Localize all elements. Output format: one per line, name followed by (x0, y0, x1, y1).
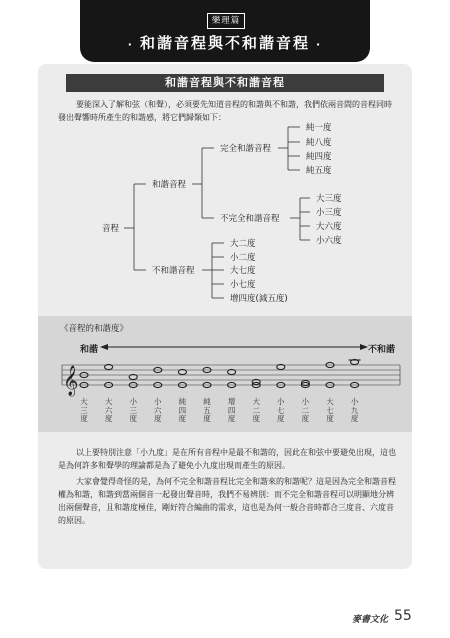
tree-perfect-item: 純四度 (306, 152, 332, 162)
publisher-brand: 麥書文化 (352, 615, 389, 625)
tree-imperfect-item: 大六度 (316, 222, 342, 232)
interval-label: 純 五 度 (203, 397, 211, 423)
tree-consonant-label: 和諧音程 (152, 180, 187, 190)
dissonant-end-label: 不和諧 (368, 345, 396, 355)
tree-perfect-item: 純八度 (306, 138, 332, 148)
tree-dissonant-label: 不和諧音程 (152, 266, 195, 276)
treble-clef-icon: 𝄞 (63, 366, 79, 396)
tree-dissonant-item: 小七度 (230, 280, 256, 290)
figure-caption: 《音程的和諧度》 (60, 324, 129, 334)
tree-imperfect-item: 小六度 (316, 236, 342, 246)
interval-label: 小 三 度 (129, 397, 137, 423)
tree-root-label: 音程 (102, 224, 120, 234)
body-paragraph-2: 大家會覺得奇怪的是，為何不完全和諧音程比完全和諧來的和諧呢？這是因為完全和諧音程權為和諧，和諧到當兩個音一起發出聲音時，我們不易辨別：而不完全和諧音程可以明顯地分辨出兩個聲音，且和諧度極佳，剛好符合編曲的需求，這也是為何一般合音時都合三度音、六度音的原因。 (58, 477, 396, 525)
section-title: 和諧音程與不和諧音程 (66, 74, 384, 92)
interval-label: 大 三 度 (80, 397, 88, 423)
chapter-title-text: 和諧音程與不和諧音程 (139, 34, 310, 52)
interval-label: 大 六 度 (104, 397, 113, 423)
body-paragraph-1: 以上要特別注意「小九度」是在所有音程中是最不和諧的，因此在和弦中要避免出現，這也是為何許多和聲學的理論都是為了避免小九度出現而產生的原因。 (58, 448, 396, 470)
interval-label: 小 六 度 (154, 397, 162, 423)
interval-label: 大 二 度 (252, 397, 260, 423)
tree-dissonant-item: 大二度 (230, 239, 256, 249)
title-bullet-right: · (316, 38, 323, 51)
interval-label: 增 四 度 (227, 397, 236, 423)
page-number: 55 (394, 608, 412, 624)
consonant-end-label: 和諧 (80, 345, 99, 355)
interval-label: 大 七 度 (326, 397, 334, 423)
interval-label: 小 二 度 (301, 397, 310, 423)
tree-dissonant-item: 小二度 (230, 253, 256, 263)
tree-dissonant-item: 大七度 (230, 266, 256, 276)
tree-imperfect-item: 小三度 (316, 208, 342, 218)
interval-label: 純 四 度 (178, 397, 187, 423)
arrow-right-head (360, 344, 368, 350)
intro-paragraph: 要能深入了解和弦（和聲），必須要先知道音程的和諧與不和諧，我們依兩音間的音程同時發出聲響時所產生的和諧感，將它們歸類如下： (58, 100, 392, 122)
interval-label: 小 七 度 (277, 397, 285, 423)
arrow-left-head (100, 344, 108, 350)
tree-perfect-label: 完全和諧音程 (220, 144, 272, 154)
tree-perfect-item: 純一度 (306, 123, 332, 133)
title-bullet-left: · (127, 38, 134, 51)
interval-label: 小 九 度 (350, 397, 359, 423)
tree-perfect-item: 純五度 (306, 166, 332, 176)
tree-imperfect-item: 大三度 (316, 194, 342, 204)
tree-imperfect-label: 不完全和諧音程 (220, 214, 280, 224)
chapter-tag: 樂理篇 (207, 13, 245, 29)
tree-dissonant-item: 增四度(減五度) (230, 294, 288, 304)
